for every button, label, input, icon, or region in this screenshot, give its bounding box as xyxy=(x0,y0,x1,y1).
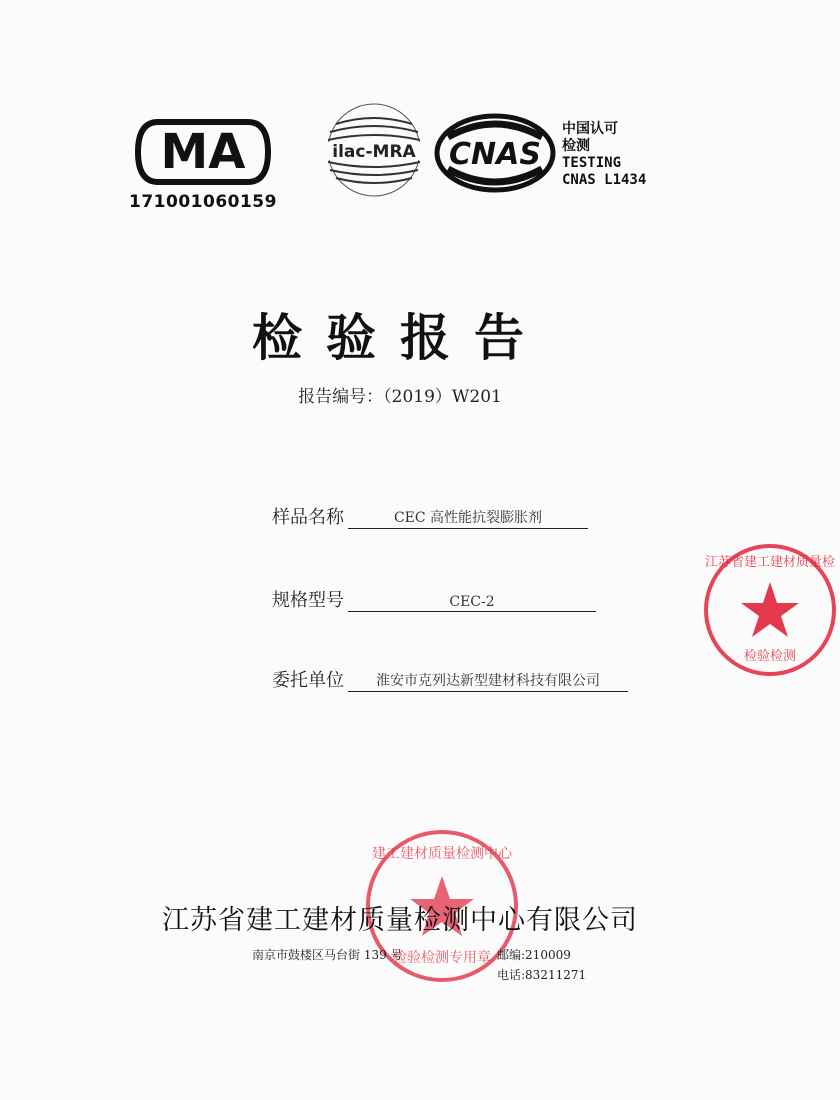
cnas-caption-line: CNAS L1434 xyxy=(562,172,647,188)
spec-value: CEC-2 xyxy=(348,594,596,612)
official-seal-right xyxy=(700,540,840,680)
sample-name-field xyxy=(272,503,588,529)
cma-emblem-icon xyxy=(128,112,278,192)
spec-field xyxy=(272,586,596,612)
sample-name-value: CEC 高性能抗裂膨胀剂 xyxy=(348,507,588,529)
report-number: 报告编号：（2019）W201 xyxy=(298,387,502,407)
cnas-logo xyxy=(434,113,556,193)
ilac-text: ilac-MRA xyxy=(332,142,416,162)
cnas-emblem-icon xyxy=(434,113,556,193)
cnas-caption-line: TESTING xyxy=(562,155,622,171)
seal-right-icon xyxy=(700,540,840,680)
company-address: 南京市鼓楼区马台街 139 号 xyxy=(252,948,403,962)
client-label: 委托单位 xyxy=(272,670,344,691)
client-field xyxy=(272,666,628,692)
svg-text:检验检测专用章: 检验检测专用章 xyxy=(393,950,491,966)
ilac-globe-icon xyxy=(314,100,434,200)
svg-text:江苏省建工建材质量检: 江苏省建工建材质量检 xyxy=(704,555,836,570)
page-title: 检验报告 xyxy=(252,309,548,367)
spec-label: 规格型号 xyxy=(272,590,344,611)
client-value: 淮安市克列达新型建材科技有限公司 xyxy=(348,670,628,692)
cnas-letters: CNAS xyxy=(449,137,541,172)
cnas-caption-line: 中国认可 xyxy=(562,121,618,137)
cma-number: 171001060159 xyxy=(129,192,277,212)
phone-number: 电话:83211271 xyxy=(497,968,587,982)
company-name: 江苏省建工建材质量检测中心有限公司 xyxy=(162,905,638,936)
postal-code: 邮编:210009 xyxy=(497,948,571,962)
svg-text:检验检测: 检验检测 xyxy=(743,649,797,664)
cma-logo xyxy=(128,112,278,222)
cnas-caption-line: 检测 xyxy=(562,138,590,154)
cma-letters: MA xyxy=(160,124,246,180)
svg-text:建工建材质量检测中心: 建工建材质量检测中心 xyxy=(372,846,512,862)
sample-name-label: 样品名称 xyxy=(272,507,344,528)
ilac-mra-logo xyxy=(314,100,434,200)
cnas-caption xyxy=(562,121,702,189)
